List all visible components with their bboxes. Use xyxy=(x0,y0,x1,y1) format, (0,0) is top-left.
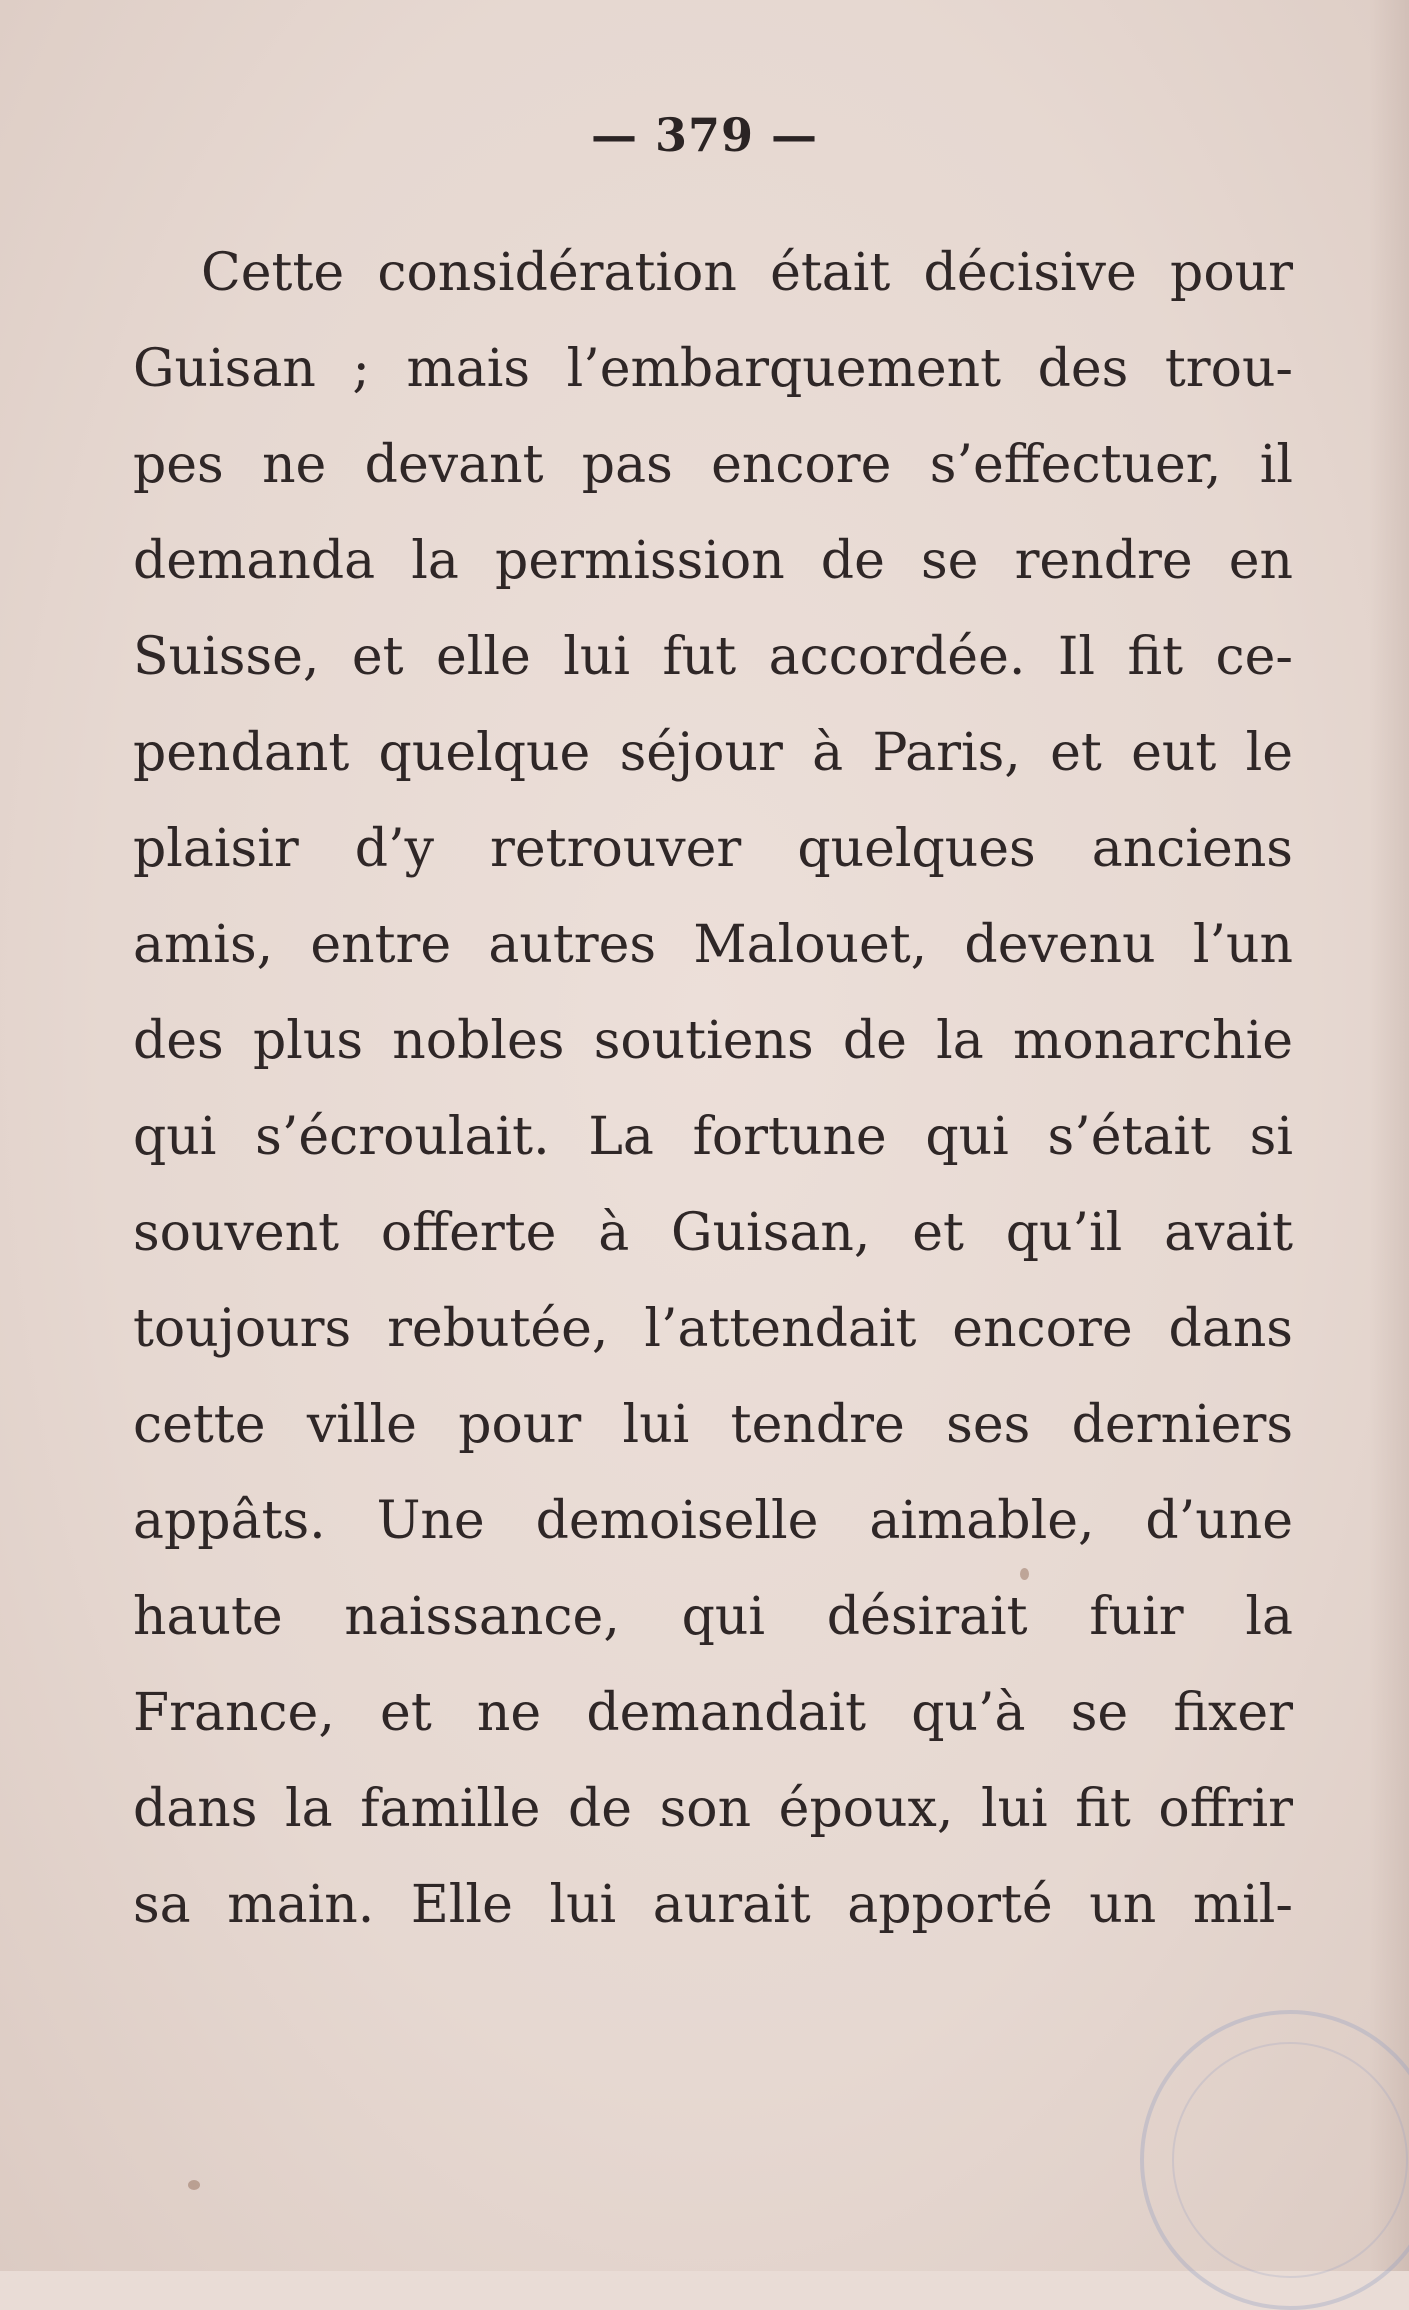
text-line: Cette considération était décisive pour xyxy=(201,243,1293,303)
text-line: appâts. Une demoiselle aimable, d’une xyxy=(133,1491,1293,1551)
text-line: pendant quelque séjour à Paris, et eut le xyxy=(133,723,1293,783)
text-line: pes ne devant pas encore s’effectuer, il xyxy=(133,435,1293,495)
text-line: des plus nobles soutiens de la monarchie xyxy=(133,1011,1293,1071)
text-line: haute naissance, qui désirait fuir la xyxy=(133,1587,1293,1647)
page-edge-shadow xyxy=(1369,0,1409,2271)
text-line: sa main. Elle lui aurait apporté un mil- xyxy=(133,1875,1293,1935)
text-line: Suisse, et elle lui fut accordée. Il fit ce- xyxy=(133,627,1293,687)
library-stamp xyxy=(1140,2010,1409,2310)
page-number: — 379 — xyxy=(590,108,819,162)
text-line: France, et ne demandait qu’à se fixer xyxy=(133,1683,1293,1743)
library-stamp-inner-ring xyxy=(1172,2042,1408,2278)
text-line: amis, entre autres Malouet, devenu l’un xyxy=(133,915,1293,975)
text-line: Guisan ; mais l’embarquement des trou- xyxy=(133,339,1293,399)
text-line: toujours rebutée, l’attendait encore dans xyxy=(133,1299,1293,1359)
text-line: plaisir d’y retrouver quelques anciens xyxy=(133,819,1293,879)
ink-spot xyxy=(188,2180,200,2190)
text-line: souvent offerte à Guisan, et qu’il avait xyxy=(133,1203,1293,1263)
text-line: dans la famille de son époux, lui fit offrir xyxy=(133,1779,1293,1839)
ink-spot xyxy=(1020,1568,1029,1580)
text-line: demanda la permission de se rendre en xyxy=(133,531,1293,591)
body-text xyxy=(133,225,1293,1953)
text-line: cette ville pour lui tendre ses derniers xyxy=(133,1395,1293,1455)
text-line: qui s’écroulait. La fortune qui s’était si xyxy=(133,1107,1293,1167)
